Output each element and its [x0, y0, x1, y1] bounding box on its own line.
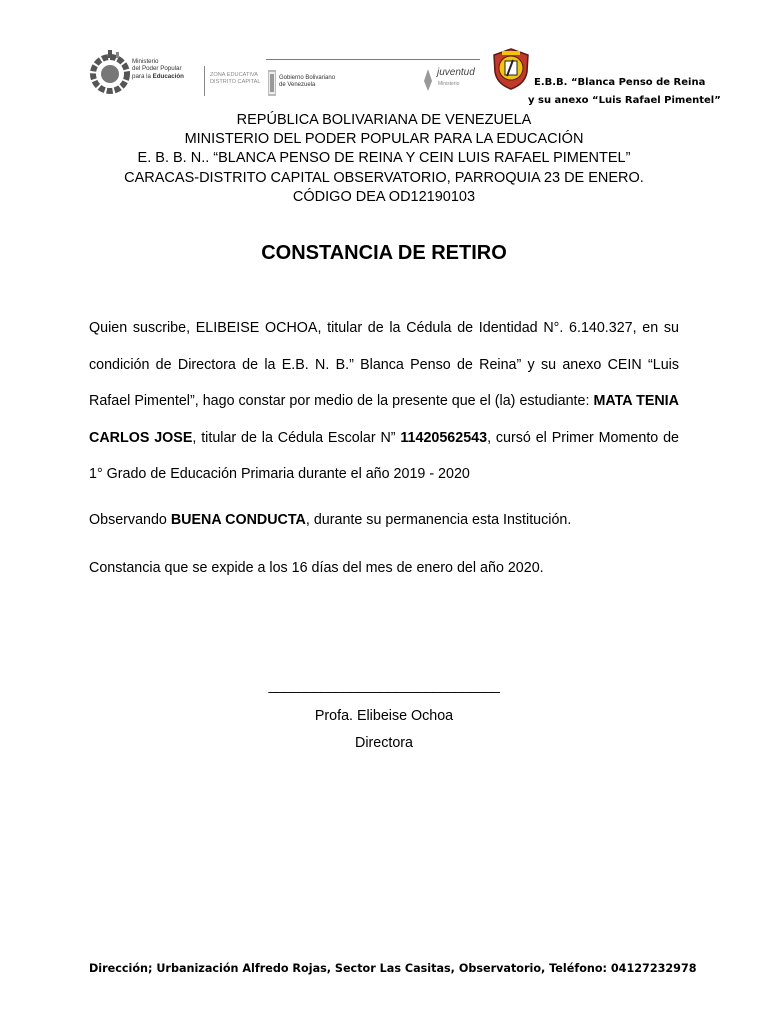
conduct-text-b: , durante su permanencia esta Institución.	[305, 512, 572, 528]
school-id-number: 11420562543	[400, 429, 488, 446]
zona-line-2: DISTRITO CAPITAL	[210, 79, 261, 85]
paragraph-text-c: , cursó el Primer Momento de 1° Grado de Educación Primaria durante el año 2019 - 2020	[89, 429, 680, 482]
gobierno-bolivariano-text	[279, 75, 335, 89]
header-line-4: CARACAS-DISTRITO CAPITAL OBSERVATORIO, PARROQUIA 23 DE ENERO.	[124, 169, 644, 186]
school-shield-logo	[491, 48, 531, 90]
mppe-line-2: del Poder Popular	[132, 65, 182, 73]
mppe-line-4: Educación	[152, 72, 184, 80]
mppe-line-3: para la	[132, 72, 153, 80]
mppe-logo-text	[132, 58, 184, 80]
gobierno-line-1: Gobierno Bolivariano	[279, 75, 336, 81]
school-name: E.B.B. “Blanca Penso de Reina	[534, 77, 706, 88]
school-annex: y su anexo “Luis Rafael Pimentel”	[528, 95, 721, 106]
logo-banner	[88, 42, 488, 102]
zona-line-1: ZONA EDUCATIVA	[210, 72, 258, 78]
conduct-value: BUENA CONDUCTA	[170, 512, 306, 528]
signatory-name: Profa. Elibeise Ochoa	[314, 708, 454, 724]
header-line-2: MINISTERIO DEL PODER POPULAR PARA LA EDUCACIÓN	[184, 131, 584, 148]
footer-address: Dirección; Urbanización Alfredo Rojas, Sector Las Casitas, Observatorio, Teléfono: 04127232978	[89, 962, 697, 975]
ministerio-educacion-logo	[88, 44, 130, 98]
paragraph-text-a: Quien suscribe, ELIBEISE OCHOA, titular de la Cédula de Identidad N°. 6.140.327, en su condición de Directora de la E.B. N. B.” Blanca Penso de Reina” y su anexo CEIN “Luis Rafael Pimentel”, hago constar por medio de la presente que el (la) estudiante:	[89, 320, 679, 409]
issue-date-paragraph: Constancia que se expide a los 16 días del mes de enero del año 2020.	[89, 560, 544, 576]
juventud-subtext: Ministerio	[438, 81, 460, 87]
logo-separator	[204, 66, 205, 96]
conduct-text-a: Observando	[89, 512, 171, 528]
signatory-role: Directora	[355, 735, 413, 751]
header-line-3: E. B. B. N.. “BLANCA PENSO DE REINA Y CEIN LUIS RAFAEL PIMENTEL”	[137, 150, 631, 167]
header-line-1: REPÚBLICA BOLIVARIANA DE VENEZUELA	[236, 112, 532, 128]
juventud-logo	[422, 67, 434, 93]
student-name: MATA TENIA CARLOS JOSE	[89, 393, 679, 446]
signature-line: _______________________________	[268, 678, 500, 694]
document-title: CONSTANCIA DE RETIRO	[261, 242, 507, 264]
header-line-5: CÓDIGO DEA OD12190103	[292, 188, 476, 205]
gobierno-line-2: de Venezuela	[279, 82, 316, 88]
certification-paragraph	[89, 310, 679, 493]
juventud-text: juventud	[437, 67, 475, 78]
zona-educativa-text	[210, 72, 260, 86]
paragraph-text-b: , titular de la Cédula Escolar N”	[192, 429, 401, 446]
institution-header	[60, 111, 708, 207]
gobierno-bolivariano-logo	[268, 70, 276, 96]
mppe-line-1: Ministerio	[132, 58, 159, 65]
conduct-paragraph	[89, 502, 679, 539]
banner-rule	[266, 59, 480, 60]
